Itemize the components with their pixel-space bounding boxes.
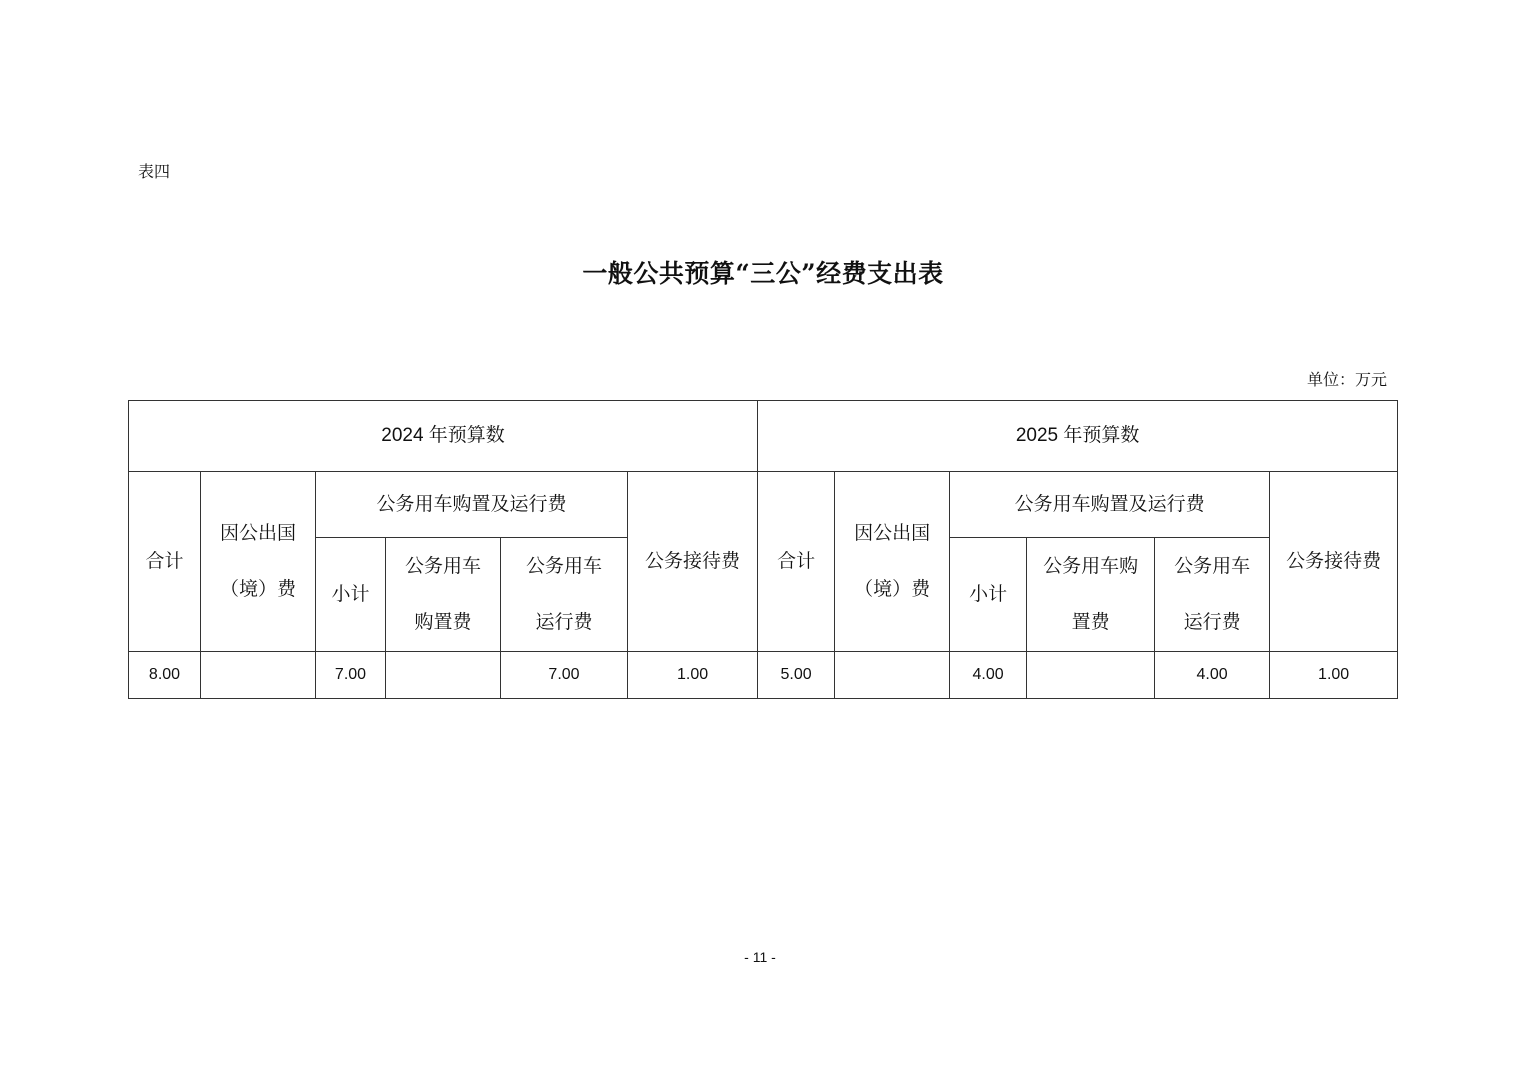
value-subtotal-2024: 7.00 <box>316 652 386 699</box>
value-purchase-2025 <box>1027 652 1155 699</box>
page-number: - 11 - <box>744 949 776 965</box>
reception-header-2024: 公务接待费 <box>628 472 758 652</box>
abroad-header-line2: （境）费 <box>219 578 296 600</box>
value-abroad-2024 <box>201 652 316 699</box>
page-title: 一般公共预算“三公”经费支出表 <box>582 259 944 288</box>
subtotal-header-2025: 小计 <box>950 538 1027 652</box>
abroad-header-line1: 因公出国 <box>854 522 931 544</box>
abroad-header-2024 <box>201 472 316 652</box>
value-reception-2025: 1.00 <box>1270 652 1398 699</box>
operation-header-line1: 公务用车 <box>1174 555 1251 577</box>
value-purchase-2024 <box>386 652 501 699</box>
value-operation-2025: 4.00 <box>1155 652 1270 699</box>
value-operation-2024: 7.00 <box>501 652 628 699</box>
purchase-header-line1: 公务用车 <box>404 555 481 577</box>
year-2025-header: 2025 年预算数 <box>758 401 1398 472</box>
vehicle-group-header-2024: 公务用车购置及运行费 <box>316 472 628 538</box>
purchase-header-2025 <box>1027 538 1155 652</box>
value-reception-2024: 1.00 <box>628 652 758 699</box>
operation-header-line2: 运行费 <box>535 611 593 633</box>
total-header-2024: 合计 <box>129 472 201 652</box>
year-header-row <box>129 401 1398 472</box>
table-label: 表四 <box>138 162 171 181</box>
value-total-2024: 8.00 <box>129 652 201 699</box>
subtotal-header-2024: 小计 <box>316 538 386 652</box>
category-header-row <box>129 472 1398 538</box>
operation-header-line1: 公务用车 <box>525 555 602 577</box>
value-abroad-2025 <box>835 652 950 699</box>
value-total-2025: 5.00 <box>758 652 835 699</box>
total-header-2025: 合计 <box>758 472 835 652</box>
value-subtotal-2025: 4.00 <box>950 652 1027 699</box>
abroad-header-line1: 因公出国 <box>219 522 296 544</box>
vehicle-group-header-2025: 公务用车购置及运行费 <box>950 472 1270 538</box>
year-2024-header: 2024 年预算数 <box>129 401 758 472</box>
purchase-header-line2: 置费 <box>1071 611 1110 633</box>
expenditure-table <box>128 400 1398 699</box>
table-row <box>129 652 1398 699</box>
operation-header-2024 <box>501 538 628 652</box>
abroad-header-line2: （境）费 <box>854 578 931 600</box>
purchase-header-line2: 购置费 <box>414 611 472 633</box>
purchase-header-2024 <box>386 538 501 652</box>
unit-label: 单位：万元 <box>1306 370 1387 389</box>
abroad-header-2025 <box>835 472 950 652</box>
operation-header-2025 <box>1155 538 1270 652</box>
reception-header-2025: 公务接待费 <box>1270 472 1398 652</box>
purchase-header-line1: 公务用车购 <box>1043 555 1139 577</box>
operation-header-line2: 运行费 <box>1183 611 1241 633</box>
